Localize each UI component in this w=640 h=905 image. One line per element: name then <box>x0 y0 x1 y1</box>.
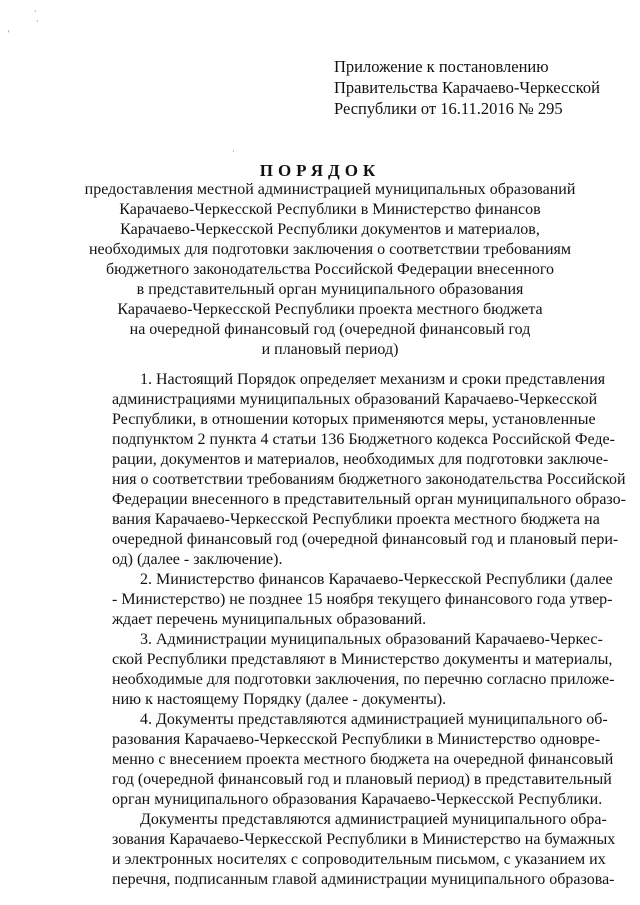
paragraph-line: администрациями муниципальных образований Карачаево-Черкесской <box>112 391 598 408</box>
paragraph-line: разования Карачаево-Черкесской Республики в Министерство одновре- <box>112 731 601 748</box>
paragraph-line: подпунктом 2 пункта 4 статьи 136 Бюджетного кодекса Российской Феде- <box>112 431 615 448</box>
scan-mark: · <box>36 17 39 26</box>
subtitle-line: в представительный орган муниципального образования <box>136 281 524 298</box>
subtitle-line: бюджетного законодательства Российской Федерации внесенного <box>105 261 555 278</box>
paragraph-first-line: Документы представляются администрацией муниципального обра- <box>140 811 607 828</box>
paragraph-first-line: 1. Настоящий Порядок определяет механизм и сроки представления <box>140 371 606 388</box>
paragraph-line: Федерации внесенного в представительный орган муниципального образо- <box>112 491 626 508</box>
appendix-line: Приложение к постановлению <box>334 57 549 76</box>
appendix-line: Республики от 16.11.2016 № 295 <box>334 99 563 118</box>
paragraph-line: ской Республики представляют в Министерство документы и материалы, <box>112 651 613 668</box>
paragraph-line: очередной финансовый год (очередной финансовый год и плановый пери- <box>112 531 619 548</box>
paragraph-line: нию к настоящему Порядку (далее - документы). <box>112 691 447 708</box>
paragraph-line: перечня, подписанным главой администрации муниципального образова- <box>112 871 615 888</box>
subtitle-line: и плановый период) <box>261 341 399 358</box>
paragraph-line: и электронных носителях с сопроводительным письмом, с указанием их <box>112 851 606 868</box>
paragraph-first-line: 4. Документы представляются администрацией муниципального об- <box>140 711 608 728</box>
paragraph-line: зования Карачаево-Черкесской Республики в Министерство на бумажных <box>112 831 616 848</box>
scan-mark: ' <box>8 29 10 38</box>
paragraph-line: год (очередной финансовый год и плановый период) в представительный <box>112 771 612 788</box>
subtitle-line: на очередной финансовый год (очередной финансовый год <box>129 321 531 338</box>
document-body <box>112 370 626 890</box>
paragraph-first-line: 2. Министерство финансов Карачаево-Черкесской Республики (далее <box>140 571 613 588</box>
paragraph-line: ждает перечень муниципальных образований. <box>112 611 427 628</box>
paragraph-line: менно с внесением проекта местного бюджета на очередной финансовый <box>112 751 614 768</box>
document-subtitle <box>80 180 580 360</box>
paragraph-line: од) (далее - заключение). <box>112 551 283 568</box>
paragraph-first-line: 3. Администрации муниципальных образований Карачаево-Черкес- <box>140 631 603 648</box>
subtitle-line: Карачаево-Черкесской Республики проекта местного бюджета <box>117 301 543 318</box>
subtitle-line: Карачаево-Черкесской Республики документов и материалов, <box>120 221 540 238</box>
paragraph-line: - Министерство) не позднее 15 ноября текущего финансового года утвер- <box>112 591 613 608</box>
document-title: ПОРЯДОК <box>259 161 381 180</box>
scan-mark: · <box>232 147 235 156</box>
subtitle-line: Карачаево-Черкесской Республики в Министерство финансов <box>119 201 541 218</box>
appendix-reference <box>334 56 624 119</box>
paragraph-line: вания Карачаево-Черкесской Республики проекта местного бюджета на <box>112 511 600 528</box>
paragraph-line: рации, документов и материалов, необходимых для подготовки заключе- <box>112 451 609 468</box>
paragraph-line: ния о соответствии требованиям бюджетного законодательства Российской <box>112 471 626 488</box>
appendix-line: Правительства Карачаево-Черкесской <box>334 78 600 97</box>
paragraph-line: необходимые для подготовки заключения, по перечню согласно приложе- <box>112 671 615 688</box>
paragraph-line: орган муниципального образования Карачаево-Черкесской Республики. <box>112 791 603 808</box>
scan-mark: · <box>34 7 37 16</box>
paragraph-line: Республики, в отношении которых применяются меры, установленные <box>112 411 596 428</box>
subtitle-line: предоставления местной администрацией муниципальных образований <box>84 181 576 198</box>
subtitle-line: необходимых для подготовки заключения о соответствии требованиям <box>88 241 572 258</box>
